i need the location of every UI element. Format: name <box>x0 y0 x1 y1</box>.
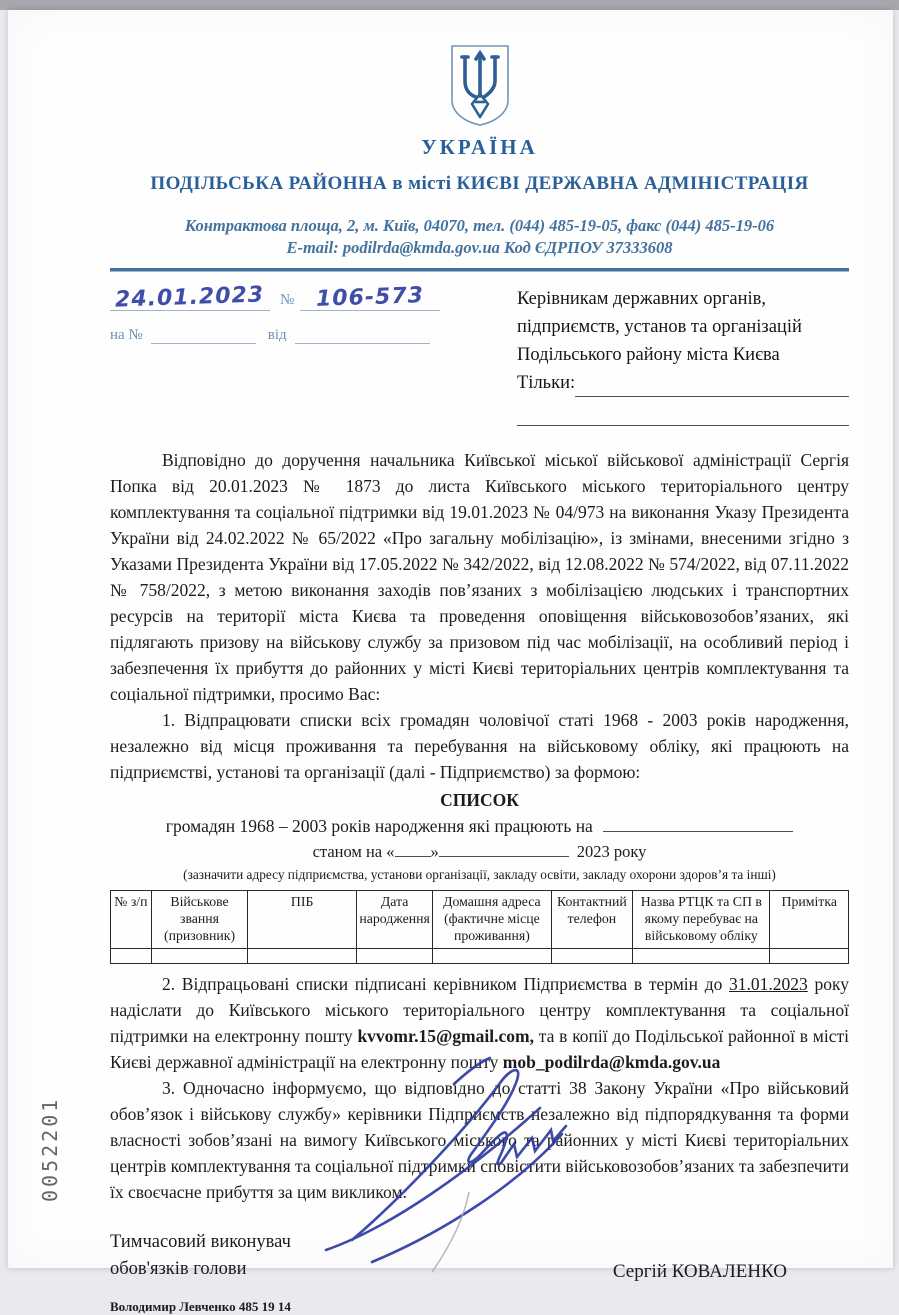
addressee-line-3: Подільського району міста Києва <box>517 345 780 365</box>
reply-reference-line <box>110 327 455 344</box>
emblem-block <box>110 44 849 160</box>
reply-from-label: від <box>267 327 287 343</box>
contact-block <box>110 215 849 259</box>
asof-close-quote: » <box>430 842 439 861</box>
signature-row <box>110 1229 849 1283</box>
photo-edge-bar <box>0 0 899 10</box>
paragraph-item-1: 1. Відпрацювати списки всіх громадян чоловічої статі 1968 - 2003 років народження, незалежно від місця проживання та перебування на військовому обліку, які працюють на підприємстві, установі та організації (далі - Підприємство) за формою: <box>110 710 849 782</box>
only-label: Тільки: <box>517 373 576 393</box>
addressee-line-2: підприємств, установ та організацій <box>517 317 802 337</box>
list-subtitle: громадян 1968 – 2003 років народження які працюють на <box>165 816 593 836</box>
country-label: УКРАЇНА <box>421 135 538 159</box>
executor-note: Володимир Левченко 485 19 14 <box>110 1299 291 1314</box>
table-empty-cell <box>151 949 248 964</box>
asof-prefix: станом на « <box>312 842 395 861</box>
item2-email-kvvomr: kvvomr.15@gmail.com, <box>357 1026 534 1046</box>
table-note: (зазначити адресу підприємства, установи організації, закладу освіти, закладу охорони здоров’я та інші) <box>183 867 776 882</box>
paragraph-item-3: 3. Одночасно інформуємо, що відповідно до статті 38 Закону України «Про військовий обов’язок і військову службу» керівники Підприємств незалежно від підпорядкування та форми власності зобов’язані на вимогу Київського міського та районних у місті Києві територіальних центрів комплектування та соціальної підтримки сповістити військовозобов’язаних та забезпечити їх своєчасне прибуття за цим викликом. <box>110 1078 849 1202</box>
signer-name: Сергій КОВАЛЕНКО <box>612 1261 787 1282</box>
item2-text-3: та в копії до Подільської районної в місті Києві державної адміністрації на електронну пошту <box>110 1026 849 1072</box>
doc-number-line <box>110 282 455 313</box>
table-header-cell: ПІБ <box>248 891 357 949</box>
doc-number-blank <box>300 285 440 311</box>
signer-position-line-1: Тимчасовий виконувач <box>110 1232 291 1252</box>
reference-block <box>110 282 455 435</box>
paragraph-1: Відповідно до доручення начальника Київської міської військової адміністрації Сергія Попка від 20.01.2023 № 1873 до листа Київського міського територіального центру комплектування та соціальної підтримки від 19.01.2023 № 04/973 на виконання Указу Президента України від 24.02.2022 № 65/2022 «Про загальну мобілізацію», із змінами, внесеними згідно з Указами Президента України від 17.05.2022 № 342/2022, від 12.08.2022 № 574/2022, від 07.11.2022 № 758/2022, з метою виконання заходів пов’язаних з мобілізацією людських і транспортних ресурсів на території міста Києва та проведення оповіщення військовозобов’язаних, які підлягають призову на військову службу за призовом під час мобілізації, на особливий період і забезпечення їх прибуття до районних у місті Києві територіальних центрів комплектування та соціальної підтримки, просимо Вас: <box>110 450 849 704</box>
table-empty-cell <box>633 949 770 964</box>
addressee-line-1: Керівникам державних органів, <box>517 289 767 309</box>
reply-number-blank <box>151 327 256 344</box>
asof-month-blank <box>439 841 569 857</box>
trident-emblem-icon <box>449 44 511 128</box>
signer-position-line-2: обов'язків голови <box>110 1259 247 1279</box>
reply-date-blank <box>295 327 430 344</box>
contact-email-line: E-mail: podilrda@kmda.gov.ua Код ЄДРПОУ 37333608 <box>286 238 673 257</box>
table-header-cell: Дата народження <box>356 891 432 949</box>
table-header-cell: Примітка <box>770 891 849 949</box>
list-title: СПИСОК <box>440 790 519 810</box>
item2-email-mob-podilrda: mob_podilrda@kmda.gov.ua <box>502 1052 721 1072</box>
addressee-extra-blank-line <box>517 407 849 435</box>
table-empty-cell <box>248 949 357 964</box>
handwritten-number: 106-573 <box>315 283 425 312</box>
table-header-cell: Військове звання (призовник) <box>151 891 248 949</box>
signer-position <box>110 1229 291 1283</box>
reply-to-label: на № <box>110 327 143 343</box>
item2-text-2: року надіслати до Київського міського територіального центру комплектування та соціальної підтримки на електронну пошту <box>110 974 849 1046</box>
document-sheet <box>8 10 893 1314</box>
table-empty-cell <box>770 949 849 964</box>
item2-deadline: 31.01.2023 <box>729 974 808 994</box>
handwritten-date: 24.01.2023 <box>115 282 265 313</box>
asof-day-blank <box>395 841 431 857</box>
table-empty-cell <box>111 949 152 964</box>
list-table <box>110 890 849 964</box>
reference-row <box>110 282 849 435</box>
extra-blank <box>517 407 849 426</box>
letter-body <box>110 447 849 1205</box>
vertical-stamp-number: 0052201 <box>38 1096 62 1202</box>
table-header-cell: Назва РТЦК та СП в якому перебуває на військовому обліку <box>633 891 770 949</box>
asof-year: 2023 року <box>576 842 647 861</box>
list-subtitle-line <box>110 813 849 839</box>
table-empty-cell <box>356 949 432 964</box>
table-header-cell: Контактний телефон <box>551 891 633 949</box>
table-header-cell: № з/п <box>111 891 152 949</box>
header-separator <box>110 268 849 272</box>
contact-address-line: Контрактова площа, 2, м. Київ, 04070, тел. (044) 485-19-05, факс (044) 485-19-06 <box>184 216 775 235</box>
company-name-blank <box>603 813 793 832</box>
addressee-only-line <box>517 369 849 397</box>
table-empty-cell <box>433 949 551 964</box>
addressee-block <box>517 285 849 435</box>
number-sign: № <box>280 292 295 308</box>
table-header-row <box>111 891 849 949</box>
item2-text-1: 2. Відпрацьовані списки підписані керівником Підприємства в термін до <box>162 974 730 994</box>
paragraph-item-2 <box>110 971 849 1075</box>
org-title: ПОДІЛЬСЬКА РАЙОННА в місті КИЄВІ ДЕРЖАВНА АДМІНІСТРАЦІЯ <box>150 173 809 194</box>
as-of-line <box>110 839 849 865</box>
doc-date-blank <box>110 282 270 313</box>
only-blank <box>575 378 849 397</box>
table-header-cell: Домашня адреса (фактичне місце проживання) <box>433 891 551 949</box>
table-empty-cell <box>551 949 633 964</box>
table-empty-row <box>111 949 849 964</box>
